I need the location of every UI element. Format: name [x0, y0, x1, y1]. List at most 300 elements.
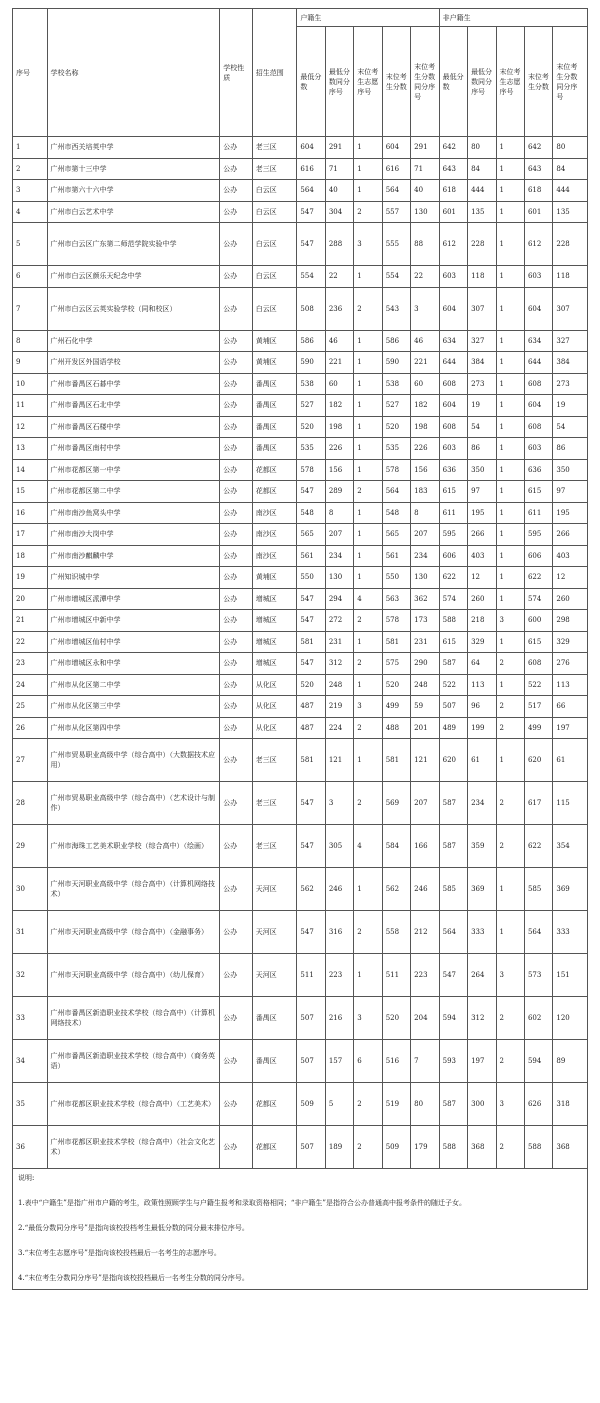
row-hukou-last-choice-cell: 1	[354, 567, 382, 589]
row-non-hukou-last-choice-cell: 1	[496, 266, 524, 288]
row-hukou-last-choice-cell: 2	[354, 717, 382, 739]
row-hukou-last-choice-cell: 3	[354, 997, 382, 1040]
row-non-hukou-last-score-cell: 608	[524, 416, 552, 438]
table-body	[13, 137, 588, 1169]
table-row	[13, 653, 588, 675]
row-non-hukou-min-score-cell: 574	[439, 588, 467, 610]
row-hukou-last-choice-cell: 1	[354, 395, 382, 417]
row-non-hukou-min-score-cell: 489	[439, 717, 467, 739]
row-non-hukou-last-rank-cell: 368	[553, 1126, 588, 1169]
note-item: 3.“末位考生志愿序号”是指向该校投档最后一名考生的志愿序号。	[18, 1249, 221, 1257]
row-enrollment-area-cell: 南沙区	[252, 502, 297, 524]
row-school-nature-cell: 公办	[220, 782, 253, 825]
row-enrollment-area-cell: 增城区	[252, 653, 297, 675]
row-hukou-last-choice-cell: 6	[354, 1040, 382, 1083]
header-row-1	[13, 9, 588, 27]
row-non-hukou-last-choice-cell: 1	[496, 674, 524, 696]
row-non-hukou-min-score-cell: 595	[439, 524, 467, 546]
row-hukou-last-rank-cell: 234	[411, 545, 439, 567]
row-enrollment-area-cell: 白云区	[252, 287, 297, 330]
row-non-hukou-last-choice-cell: 2	[496, 1126, 524, 1169]
row-enrollment-area-cell: 天河区	[252, 954, 297, 997]
row-non-hukou-min-score-cell: 547	[439, 954, 467, 997]
row-hukou-min-score-cell: 586	[297, 330, 325, 352]
row-non-hukou-min-score-cell: 615	[439, 481, 467, 503]
row-hukou-last-rank-cell: 22	[411, 266, 439, 288]
row-hukou-last-choice-cell: 3	[354, 696, 382, 718]
row-enrollment-area-cell: 黄埔区	[252, 330, 297, 352]
row-index-cell: 30	[13, 868, 48, 911]
row-non-hukou-last-choice-cell: 1	[496, 524, 524, 546]
row-non-hukou-min-score-cell: 587	[439, 1083, 467, 1126]
row-school-nature-cell: 公办	[220, 287, 253, 330]
row-hukou-last-score-cell: 543	[382, 287, 410, 330]
row-non-hukou-min-score-cell: 604	[439, 287, 467, 330]
row-non-hukou-min-rank-cell: 266	[468, 524, 496, 546]
row-index-cell: 24	[13, 674, 48, 696]
row-non-hukou-min-rank-cell: 80	[468, 137, 496, 159]
table-row	[13, 567, 588, 589]
row-non-hukou-last-choice-cell: 1	[496, 588, 524, 610]
row-non-hukou-min-score-cell: 588	[439, 1126, 467, 1169]
row-hukou-last-rank-cell: 173	[411, 610, 439, 632]
row-non-hukou-last-choice-cell: 1	[496, 911, 524, 954]
header-enrollment-area: 招生范围	[252, 9, 297, 137]
row-school-name-cell: 广州市海珠工艺美术职业学校（综合高中）（绘画）	[47, 825, 220, 868]
table-row	[13, 954, 588, 997]
row-non-hukou-last-score-cell: 585	[524, 868, 552, 911]
row-hukou-min-rank-cell: 291	[325, 137, 353, 159]
row-index-cell: 19	[13, 567, 48, 589]
row-hukou-min-rank-cell: 248	[325, 674, 353, 696]
row-hukou-min-rank-cell: 231	[325, 631, 353, 653]
row-index-cell: 7	[13, 287, 48, 330]
row-hukou-last-choice-cell: 1	[354, 954, 382, 997]
row-school-nature-cell: 公办	[220, 502, 253, 524]
row-school-name-cell: 广州市白云区云英实验学校（同和校区）	[47, 287, 220, 330]
row-school-name-cell: 广州开发区外国语学校	[47, 352, 220, 374]
row-non-hukou-min-rank-cell: 54	[468, 416, 496, 438]
row-non-hukou-last-score-cell: 604	[524, 395, 552, 417]
row-non-hukou-min-rank-cell: 97	[468, 481, 496, 503]
header-school-nature: 学校性质	[220, 9, 253, 137]
table-row	[13, 459, 588, 481]
row-school-nature-cell: 公办	[220, 954, 253, 997]
row-index-cell: 23	[13, 653, 48, 675]
row-non-hukou-min-score-cell: 603	[439, 438, 467, 460]
row-hukou-last-rank-cell: 198	[411, 416, 439, 438]
row-non-hukou-last-score-cell: 622	[524, 567, 552, 589]
row-hukou-last-score-cell: 527	[382, 395, 410, 417]
row-school-name-cell: 广州市天河职业高级中学（综合高中）（幼儿保育）	[47, 954, 220, 997]
row-hukou-last-rank-cell: 40	[411, 180, 439, 202]
row-hukou-last-score-cell: 550	[382, 567, 410, 589]
row-hukou-min-score-cell: 487	[297, 696, 325, 718]
row-hukou-last-score-cell: 554	[382, 266, 410, 288]
table-row	[13, 825, 588, 868]
row-enrollment-area-cell: 从化区	[252, 696, 297, 718]
row-non-hukou-min-score-cell: 593	[439, 1040, 467, 1083]
row-non-hukou-min-rank-cell: 12	[468, 567, 496, 589]
header-hukou-min-score: 最低分数	[297, 27, 325, 137]
row-enrollment-area-cell: 黄埔区	[252, 567, 297, 589]
row-school-nature-cell: 公办	[220, 717, 253, 739]
row-non-hukou-min-rank-cell: 368	[468, 1126, 496, 1169]
row-non-hukou-min-rank-cell: 384	[468, 352, 496, 374]
row-non-hukou-last-score-cell: 522	[524, 674, 552, 696]
row-non-hukou-last-choice-cell: 1	[496, 868, 524, 911]
row-hukou-min-score-cell: 564	[297, 180, 325, 202]
row-enrollment-area-cell: 白云区	[252, 223, 297, 266]
row-school-nature-cell: 公办	[220, 653, 253, 675]
row-hukou-last-score-cell: 499	[382, 696, 410, 718]
row-hukou-min-rank-cell: 3	[325, 782, 353, 825]
row-hukou-last-rank-cell: 231	[411, 631, 439, 653]
row-index-cell: 1	[13, 137, 48, 159]
table-row	[13, 352, 588, 374]
row-hukou-last-rank-cell: 362	[411, 588, 439, 610]
row-hukou-last-rank-cell: 130	[411, 201, 439, 223]
row-non-hukou-min-rank-cell: 327	[468, 330, 496, 352]
row-hukou-last-score-cell: 548	[382, 502, 410, 524]
row-non-hukou-last-choice-cell: 1	[496, 158, 524, 180]
row-hukou-min-rank-cell: 236	[325, 287, 353, 330]
row-non-hukou-last-score-cell: 499	[524, 717, 552, 739]
row-non-hukou-min-rank-cell: 369	[468, 868, 496, 911]
row-hukou-last-rank-cell: 7	[411, 1040, 439, 1083]
row-index-cell: 9	[13, 352, 48, 374]
row-non-hukou-last-rank-cell: 135	[553, 201, 588, 223]
row-non-hukou-last-score-cell: 595	[524, 524, 552, 546]
header-hukou-min-rank: 最低分数同分序号	[325, 27, 353, 137]
row-non-hukou-last-choice-cell: 2	[496, 782, 524, 825]
row-non-hukou-last-choice-cell: 3	[496, 610, 524, 632]
row-school-nature-cell: 公办	[220, 1040, 253, 1083]
row-hukou-last-rank-cell: 223	[411, 954, 439, 997]
row-non-hukou-min-rank-cell: 84	[468, 158, 496, 180]
row-index-cell: 27	[13, 739, 48, 782]
row-hukou-min-rank-cell: 130	[325, 567, 353, 589]
table-row	[13, 287, 588, 330]
row-non-hukou-last-choice-cell: 1	[496, 330, 524, 352]
header-non-hukou-last-rank: 末位考生分数同分序号	[553, 27, 588, 137]
row-hukou-last-choice-cell: 1	[354, 266, 382, 288]
row-hukou-min-score-cell: 561	[297, 545, 325, 567]
table-row	[13, 1083, 588, 1126]
row-enrollment-area-cell: 花都区	[252, 481, 297, 503]
table-row	[13, 481, 588, 503]
row-enrollment-area-cell: 增城区	[252, 588, 297, 610]
row-hukou-min-rank-cell: 8	[325, 502, 353, 524]
row-non-hukou-min-score-cell: 606	[439, 545, 467, 567]
table-row	[13, 502, 588, 524]
row-school-name-cell: 广州市番禺区石楼中学	[47, 416, 220, 438]
row-hukou-last-choice-cell: 1	[354, 416, 382, 438]
row-non-hukou-min-score-cell: 604	[439, 395, 467, 417]
row-school-name-cell: 广州市南沙大岗中学	[47, 524, 220, 546]
row-enrollment-area-cell: 花都区	[252, 459, 297, 481]
header-index: 序号	[13, 9, 48, 137]
row-hukou-last-choice-cell: 4	[354, 588, 382, 610]
row-non-hukou-min-score-cell: 608	[439, 373, 467, 395]
row-school-nature-cell: 公办	[220, 223, 253, 266]
row-school-name-cell: 广州市番禺区石碁中学	[47, 373, 220, 395]
row-hukou-last-score-cell: 538	[382, 373, 410, 395]
row-non-hukou-last-rank-cell: 329	[553, 631, 588, 653]
table-row	[13, 395, 588, 417]
row-non-hukou-last-score-cell: 620	[524, 739, 552, 782]
table-row	[13, 416, 588, 438]
row-non-hukou-last-rank-cell: 260	[553, 588, 588, 610]
row-school-nature-cell: 公办	[220, 416, 253, 438]
row-hukou-min-score-cell: 554	[297, 266, 325, 288]
row-non-hukou-last-rank-cell: 86	[553, 438, 588, 460]
row-non-hukou-min-rank-cell: 118	[468, 266, 496, 288]
row-hukou-min-rank-cell: 246	[325, 868, 353, 911]
row-hukou-min-score-cell: 547	[297, 610, 325, 632]
row-hukou-last-score-cell: 519	[382, 1083, 410, 1126]
row-non-hukou-min-rank-cell: 333	[468, 911, 496, 954]
row-hukou-min-score-cell: 507	[297, 1126, 325, 1169]
row-school-nature-cell: 公办	[220, 481, 253, 503]
row-school-nature-cell: 公办	[220, 158, 253, 180]
row-hukou-last-choice-cell: 1	[354, 631, 382, 653]
row-non-hukou-min-score-cell: 601	[439, 201, 467, 223]
row-non-hukou-last-rank-cell: 19	[553, 395, 588, 417]
row-non-hukou-last-choice-cell: 1	[496, 416, 524, 438]
row-hukou-min-rank-cell: 157	[325, 1040, 353, 1083]
row-non-hukou-min-score-cell: 644	[439, 352, 467, 374]
row-enrollment-area-cell: 老三区	[252, 158, 297, 180]
row-school-nature-cell: 公办	[220, 201, 253, 223]
row-hukou-last-choice-cell: 1	[354, 524, 382, 546]
row-school-nature-cell: 公办	[220, 1126, 253, 1169]
row-hukou-min-rank-cell: 219	[325, 696, 353, 718]
row-non-hukou-last-choice-cell: 1	[496, 631, 524, 653]
row-enrollment-area-cell: 番禺区	[252, 438, 297, 460]
row-school-name-cell: 广州市从化区第三中学	[47, 696, 220, 718]
row-non-hukou-last-rank-cell: 151	[553, 954, 588, 997]
row-non-hukou-min-rank-cell: 307	[468, 287, 496, 330]
row-index-cell: 14	[13, 459, 48, 481]
row-non-hukou-last-score-cell: 601	[524, 201, 552, 223]
row-non-hukou-last-score-cell: 615	[524, 631, 552, 653]
row-hukou-last-score-cell: 604	[382, 137, 410, 159]
row-hukou-min-rank-cell: 216	[325, 997, 353, 1040]
row-non-hukou-last-choice-cell: 1	[496, 502, 524, 524]
row-hukou-last-score-cell: 586	[382, 330, 410, 352]
row-school-name-cell: 广州市第六十六中学	[47, 180, 220, 202]
row-enrollment-area-cell: 番禺区	[252, 395, 297, 417]
row-non-hukou-last-rank-cell: 197	[553, 717, 588, 739]
row-hukou-last-score-cell: 564	[382, 481, 410, 503]
row-school-nature-cell: 公办	[220, 567, 253, 589]
table-row	[13, 868, 588, 911]
row-hukou-last-score-cell: 561	[382, 545, 410, 567]
row-index-cell: 31	[13, 911, 48, 954]
row-school-name-cell: 广州市增城区仙村中学	[47, 631, 220, 653]
row-hukou-last-rank-cell: 204	[411, 997, 439, 1040]
row-non-hukou-last-score-cell: 636	[524, 459, 552, 481]
row-non-hukou-last-rank-cell: 97	[553, 481, 588, 503]
row-enrollment-area-cell: 从化区	[252, 674, 297, 696]
row-non-hukou-last-rank-cell: 118	[553, 266, 588, 288]
row-hukou-min-rank-cell: 189	[325, 1126, 353, 1169]
row-index-cell: 21	[13, 610, 48, 632]
row-index-cell: 3	[13, 180, 48, 202]
row-hukou-last-rank-cell: 221	[411, 352, 439, 374]
row-school-name-cell: 广州市南沙鱼窝头中学	[47, 502, 220, 524]
row-hukou-min-score-cell: 590	[297, 352, 325, 374]
row-non-hukou-last-rank-cell: 84	[553, 158, 588, 180]
row-hukou-last-choice-cell: 2	[354, 201, 382, 223]
row-non-hukou-min-rank-cell: 61	[468, 739, 496, 782]
row-hukou-min-score-cell: 562	[297, 868, 325, 911]
row-hukou-min-rank-cell: 156	[325, 459, 353, 481]
row-hukou-last-choice-cell: 2	[354, 610, 382, 632]
row-hukou-last-score-cell: 563	[382, 588, 410, 610]
row-school-nature-cell: 公办	[220, 911, 253, 954]
row-hukou-min-rank-cell: 121	[325, 739, 353, 782]
row-non-hukou-last-score-cell: 642	[524, 137, 552, 159]
row-non-hukou-min-rank-cell: 197	[468, 1040, 496, 1083]
row-non-hukou-last-choice-cell: 2	[496, 997, 524, 1040]
row-hukou-min-rank-cell: 46	[325, 330, 353, 352]
row-non-hukou-min-score-cell: 564	[439, 911, 467, 954]
row-non-hukou-min-rank-cell: 312	[468, 997, 496, 1040]
row-hukou-last-choice-cell: 1	[354, 674, 382, 696]
row-non-hukou-last-score-cell: 600	[524, 610, 552, 632]
row-hukou-min-score-cell: 535	[297, 438, 325, 460]
row-non-hukou-last-choice-cell: 2	[496, 696, 524, 718]
row-index-cell: 36	[13, 1126, 48, 1169]
row-non-hukou-last-choice-cell: 1	[496, 180, 524, 202]
row-non-hukou-last-score-cell: 622	[524, 825, 552, 868]
notes-section	[12, 1169, 588, 1290]
row-hukou-last-choice-cell: 2	[354, 1083, 382, 1126]
row-non-hukou-last-score-cell: 574	[524, 588, 552, 610]
row-school-nature-cell: 公办	[220, 524, 253, 546]
row-non-hukou-last-score-cell: 588	[524, 1126, 552, 1169]
row-non-hukou-last-rank-cell: 403	[553, 545, 588, 567]
row-non-hukou-last-rank-cell: 61	[553, 739, 588, 782]
row-non-hukou-min-rank-cell: 195	[468, 502, 496, 524]
row-non-hukou-last-rank-cell: 266	[553, 524, 588, 546]
row-school-name-cell: 广州市天河职业高级中学（综合高中）（计算机网络技术）	[47, 868, 220, 911]
table-row	[13, 588, 588, 610]
row-non-hukou-last-choice-cell: 2	[496, 653, 524, 675]
row-non-hukou-last-rank-cell: 89	[553, 1040, 588, 1083]
row-hukou-min-score-cell: 547	[297, 223, 325, 266]
row-non-hukou-min-score-cell: 620	[439, 739, 467, 782]
row-school-name-cell: 广州市从化区第四中学	[47, 717, 220, 739]
row-non-hukou-min-rank-cell: 444	[468, 180, 496, 202]
row-hukou-last-rank-cell: 166	[411, 825, 439, 868]
row-school-nature-cell: 公办	[220, 610, 253, 632]
row-hukou-min-score-cell: 547	[297, 911, 325, 954]
row-non-hukou-last-score-cell: 603	[524, 266, 552, 288]
row-index-cell: 26	[13, 717, 48, 739]
header-non-hukou-min-rank: 最低分数同分序号	[468, 27, 496, 137]
row-non-hukou-min-score-cell: 618	[439, 180, 467, 202]
row-non-hukou-last-choice-cell: 1	[496, 438, 524, 460]
row-index-cell: 35	[13, 1083, 48, 1126]
row-non-hukou-last-rank-cell: 444	[553, 180, 588, 202]
row-non-hukou-min-rank-cell: 64	[468, 653, 496, 675]
row-school-name-cell: 广州市白云区颜乐天纪念中学	[47, 266, 220, 288]
row-hukou-last-choice-cell: 2	[354, 287, 382, 330]
row-non-hukou-last-score-cell: 611	[524, 502, 552, 524]
row-hukou-last-score-cell: 555	[382, 223, 410, 266]
row-hukou-last-choice-cell: 1	[354, 373, 382, 395]
row-school-nature-cell: 公办	[220, 137, 253, 159]
row-hukou-last-rank-cell: 246	[411, 868, 439, 911]
row-hukou-last-score-cell: 557	[382, 201, 410, 223]
row-non-hukou-last-choice-cell: 1	[496, 137, 524, 159]
row-school-name-cell: 广州市花都区第二中学	[47, 481, 220, 503]
row-school-nature-cell: 公办	[220, 696, 253, 718]
row-index-cell: 22	[13, 631, 48, 653]
row-hukou-last-choice-cell: 1	[354, 459, 382, 481]
row-non-hukou-last-choice-cell: 1	[496, 352, 524, 374]
row-hukou-last-rank-cell: 46	[411, 330, 439, 352]
admission-score-table	[12, 8, 588, 1169]
row-hukou-last-choice-cell: 1	[354, 502, 382, 524]
row-school-name-cell: 广州市南沙麒麟中学	[47, 545, 220, 567]
row-index-cell: 33	[13, 997, 48, 1040]
row-school-name-cell: 广州石化中学	[47, 330, 220, 352]
row-hukou-last-rank-cell: 201	[411, 717, 439, 739]
row-non-hukou-min-rank-cell: 135	[468, 201, 496, 223]
row-enrollment-area-cell: 白云区	[252, 266, 297, 288]
row-school-nature-cell: 公办	[220, 868, 253, 911]
row-school-name-cell: 广州市花都区第一中学	[47, 459, 220, 481]
row-hukou-last-rank-cell: 3	[411, 287, 439, 330]
table-row	[13, 739, 588, 782]
row-school-nature-cell: 公办	[220, 395, 253, 417]
row-hukou-last-choice-cell: 2	[354, 911, 382, 954]
row-index-cell: 8	[13, 330, 48, 352]
row-enrollment-area-cell: 番禺区	[252, 373, 297, 395]
row-non-hukou-last-score-cell: 617	[524, 782, 552, 825]
row-non-hukou-last-rank-cell: 80	[553, 137, 588, 159]
row-hukou-last-choice-cell: 1	[354, 180, 382, 202]
row-non-hukou-min-rank-cell: 218	[468, 610, 496, 632]
row-enrollment-area-cell: 南沙区	[252, 524, 297, 546]
row-hukou-last-rank-cell: 130	[411, 567, 439, 589]
row-non-hukou-min-rank-cell: 264	[468, 954, 496, 997]
row-non-hukou-min-score-cell: 608	[439, 416, 467, 438]
row-hukou-last-score-cell: 578	[382, 610, 410, 632]
row-non-hukou-min-score-cell: 603	[439, 266, 467, 288]
table-row	[13, 158, 588, 180]
row-hukou-min-score-cell: 547	[297, 653, 325, 675]
row-non-hukou-last-rank-cell: 228	[553, 223, 588, 266]
table-row	[13, 524, 588, 546]
row-non-hukou-last-score-cell: 606	[524, 545, 552, 567]
row-hukou-last-rank-cell: 212	[411, 911, 439, 954]
table-row	[13, 137, 588, 159]
row-non-hukou-last-choice-cell: 1	[496, 395, 524, 417]
row-hukou-last-choice-cell: 2	[354, 782, 382, 825]
row-non-hukou-min-rank-cell: 19	[468, 395, 496, 417]
row-index-cell: 12	[13, 416, 48, 438]
table-row	[13, 223, 588, 266]
row-non-hukou-last-score-cell: 643	[524, 158, 552, 180]
table-row	[13, 911, 588, 954]
row-school-nature-cell: 公办	[220, 545, 253, 567]
row-school-nature-cell: 公办	[220, 330, 253, 352]
